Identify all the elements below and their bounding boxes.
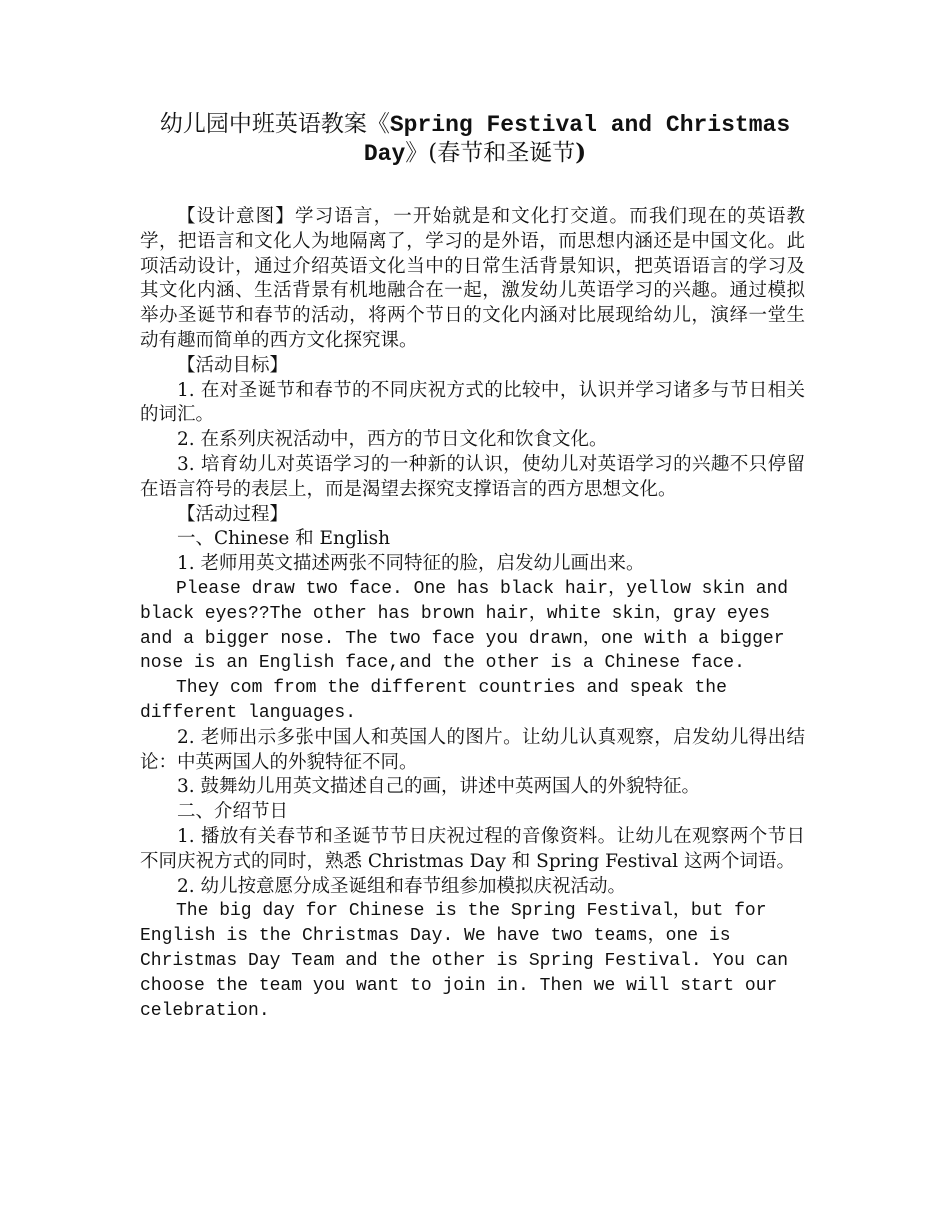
heading-activity-goals: 【活动目标】	[177, 354, 289, 376]
paragraph-goal-1: 1. 在对圣诞节和春节的不同庆祝方式的比较中，认识并学习诸多与节日相关的词汇。	[140, 379, 805, 426]
document-title	[140, 110, 810, 168]
title-prefix: 幼儿园中班英语教案《	[159, 111, 390, 137]
title-close: )	[575, 139, 587, 166]
document-body	[140, 205, 805, 1023]
paragraph-goal-3: 3. 培育幼儿对英语学习的一种新的认识，使幼儿对英语学习的兴趣不只停留在语言符号的表层上，而是渴望去探究支撑语言的西方思想文化。	[140, 453, 805, 500]
paragraph-english-2: They com from the different countries and speak the different languages.	[140, 678, 727, 723]
heading-activity-process: 【活动过程】	[177, 503, 289, 525]
title-chinese: 春节和圣诞节	[437, 140, 576, 166]
paragraph-english-1: Please draw two face. One has black hair，yellow skin and black eyes??The other has brown hair，white skin，gray eyes and a bigger nose. The two face you drawn，one with a bigger nose is an English face,and the other is a Chinese face.	[140, 578, 789, 674]
section-heading-1: 一、Chinese 和 English	[177, 528, 391, 550]
paragraph-step-1-1: 1. 老师用英文描述两张不同特征的脸，启发幼儿画出来。	[177, 553, 645, 575]
paragraph-design-intent: 【设计意图】学习语言，一开始就是和文化打交道。而我们现在的英语教学，把语言和文化人为地隔离了，学习的是外语，而思想内涵还是中国文化。此项活动设计，通过介绍英语文化当中的日常生活背景知识，把英语语言的学习及其文化内涵、生活背景有机地融合在一起，激发幼儿英语学习的兴趣。通过模拟举办圣诞节和春节的活动，将两个节日的文化内涵对比展现给幼儿，演绎一堂生动有趣而简单的西方文化探究课。	[140, 206, 805, 351]
paragraph-step-1-2: 2. 老师出示多张中国人和英国人的图片。让幼儿认真观察，启发幼儿得出结论：中英两国人的外貌特征不同。	[140, 726, 805, 773]
paragraph-english-3: The big day for Chinese is the Spring Festival，but for English is the Christmas Day. We have two teams，one is Christmas Day Team and the other is Spring Festival. You can choose the team you want to join in. Then we will start our celebration.	[140, 901, 789, 1021]
paragraph-goal-2: 2. 在系列庆祝活动中，西方的节日文化和饮食文化。	[177, 429, 608, 451]
title-bracket: 》(	[405, 140, 438, 166]
title-english: Spring Festival and Christmas Day	[363, 112, 791, 167]
section-heading-2: 二、介绍节日	[177, 801, 289, 823]
paragraph-step-1-3: 3. 鼓舞幼儿用英文描述自己的画，讲述中英两国人的外貌特征。	[177, 776, 701, 798]
paragraph-step-2-2: 2. 幼儿按意愿分成圣诞组和春节组参加模拟庆祝活动。	[177, 875, 627, 897]
paragraph-step-2-1: 1. 播放有关春节和圣诞节节日庆祝过程的音像资料。让幼儿在观察两个节日不同庆祝方式的同时，熟悉 Christmas Day 和 Spring Festival 这两个词语。	[140, 825, 805, 872]
